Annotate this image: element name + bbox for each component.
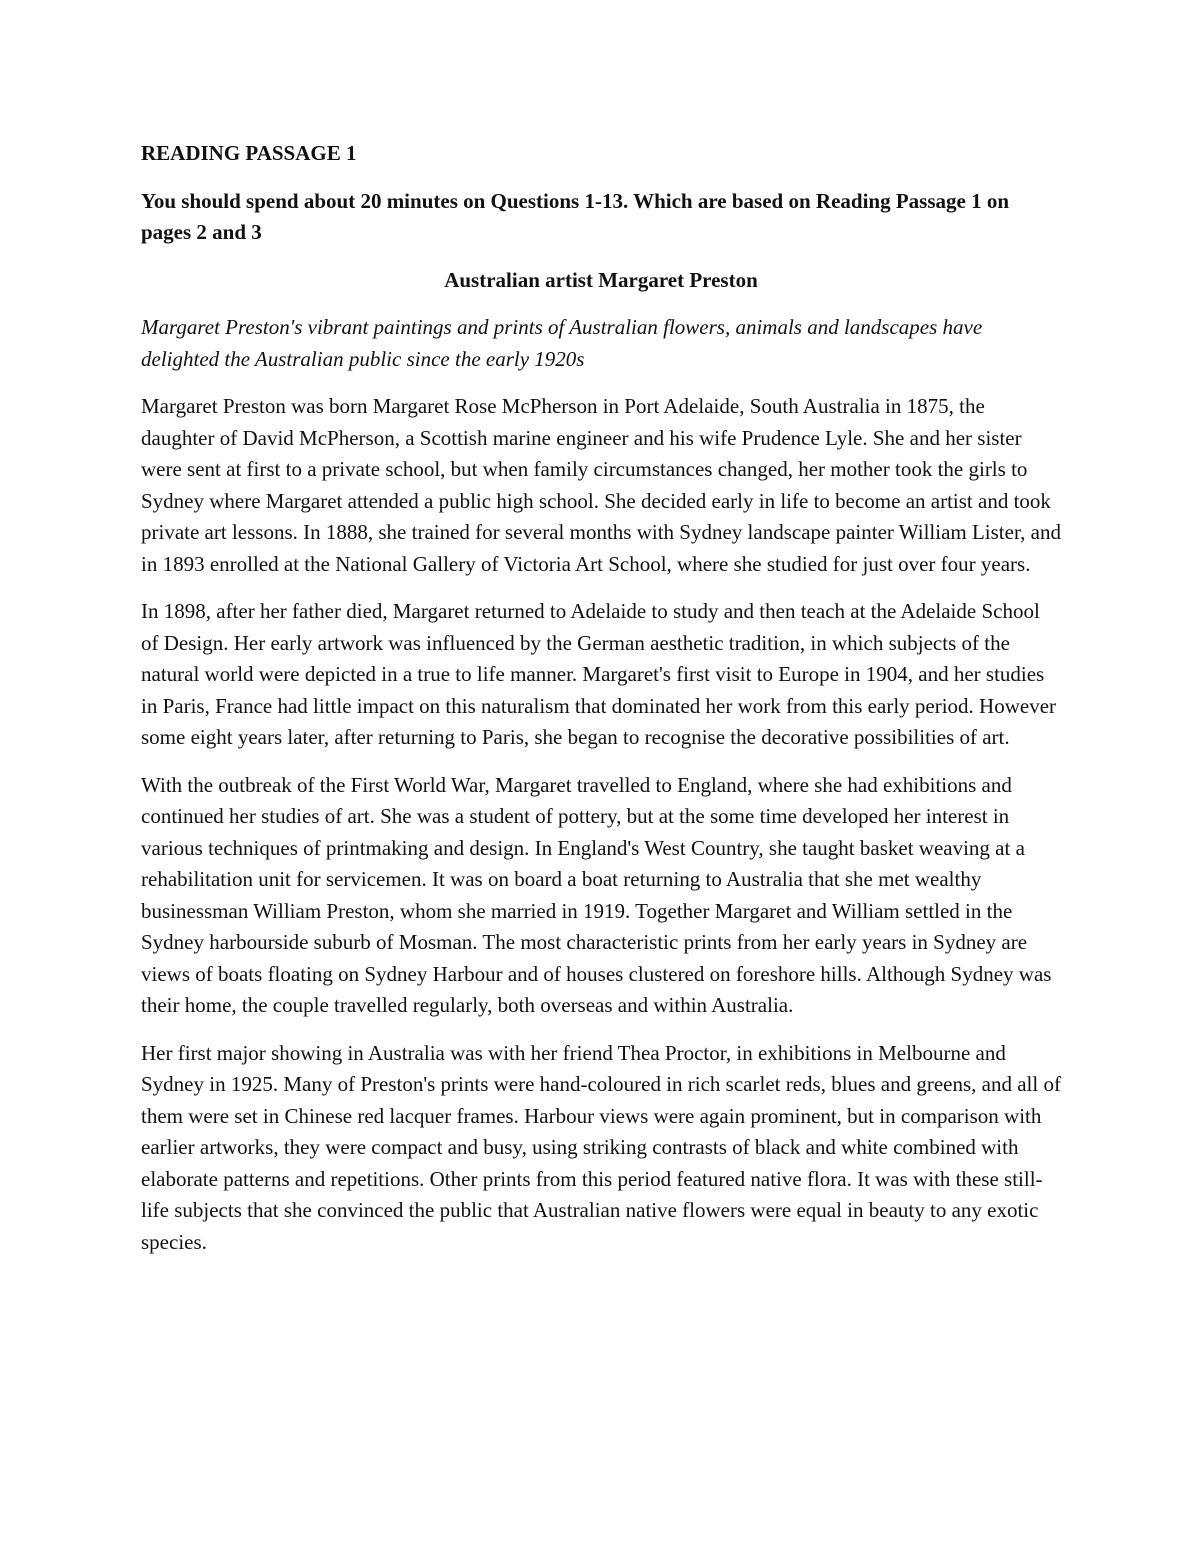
article-title: Australian artist Margaret Preston [444, 267, 758, 292]
body-paragraph-4: Her first major showing in Australia was with her friend Thea Proctor, in exhibitions in Melbourne and Sydney in 1925. Many of Preston's prints were hand-coloured in rich scarlet reds, blues and greens, and all of them were set in Chinese red lacquer frames. Harbour views were again prominent, but in comparison with earlier artworks, they were compact and busy, using striking contrasts of black and white combined with elaborate patterns and repetitions. Other prints from this period featured native flora. It was with these still-life subjects that she convinced the public that Australian native flowers were equal in beauty to any exotic species. [141, 1040, 1061, 1254]
document-page [141, 138, 1061, 1274]
article-intro: Margaret Preston's vibrant paintings and prints of Australian flowers, animals and landscapes have delighted the Australian public since the early 1920s [141, 315, 983, 371]
passage-instruction: You should spend about 20 minutes on Questions 1-13. Which are based on Reading Passage 1 on pages 2 and 3 [141, 188, 1010, 244]
body-paragraph-2: In 1898, after her father died, Margaret returned to Adelaide to study and then teach at the Adelaide School of Design. Her early artwork was influenced by the German aesthetic tradition, in which subjects of the natural world were depicted in a true to life manner. Margaret's first visit to Europe in 1904, and her studies in Paris, France had little impact on this naturalism that dominated her work from this early period. However some eight years later, after returning to Paris, she began to recognise the decorative possibilities of art. [141, 599, 1057, 749]
passage-heading: READING PASSAGE 1 [141, 141, 357, 165]
body-paragraph-3: With the outbreak of the First World War, Margaret travelled to England, where she had exhibitions and continued her studies of art. She was a student of pottery, but at the some time developed her interest in various techniques of printmaking and design. In England's West Country, she taught basket weaving at a rehabilitation unit for servicemen. It was on board a boat returning to Australia that she met wealthy businessman William Preston, whom she married in 1919. Together Margaret and William settled in the Sydney harbourside suburb of Mosman. The most characteristic prints from her early years in Sydney are views of boats floating on Sydney Harbour and of houses clustered on foreshore hills. Although Sydney was their home, the couple travelled regularly, both overseas and within Australia. [141, 772, 1052, 1017]
body-paragraph-1: Margaret Preston was born Margaret Rose McPherson in Port Adelaide, South Australia in 1875, the daughter of David McPherson, a Scottish marine engineer and his wife Prudence Lyle. She and her sister were sent at first to a private school, but when family circumstances changed, her mother took the girls to Sydney where Margaret attended a public high school. She decided early in life to become an artist and took private art lessons. In 1888, she trained for several months with Sydney landscape painter William Lister, and in 1893 enrolled at the National Gallery of Victoria Art School, where she studied for just over four years. [141, 394, 1061, 576]
